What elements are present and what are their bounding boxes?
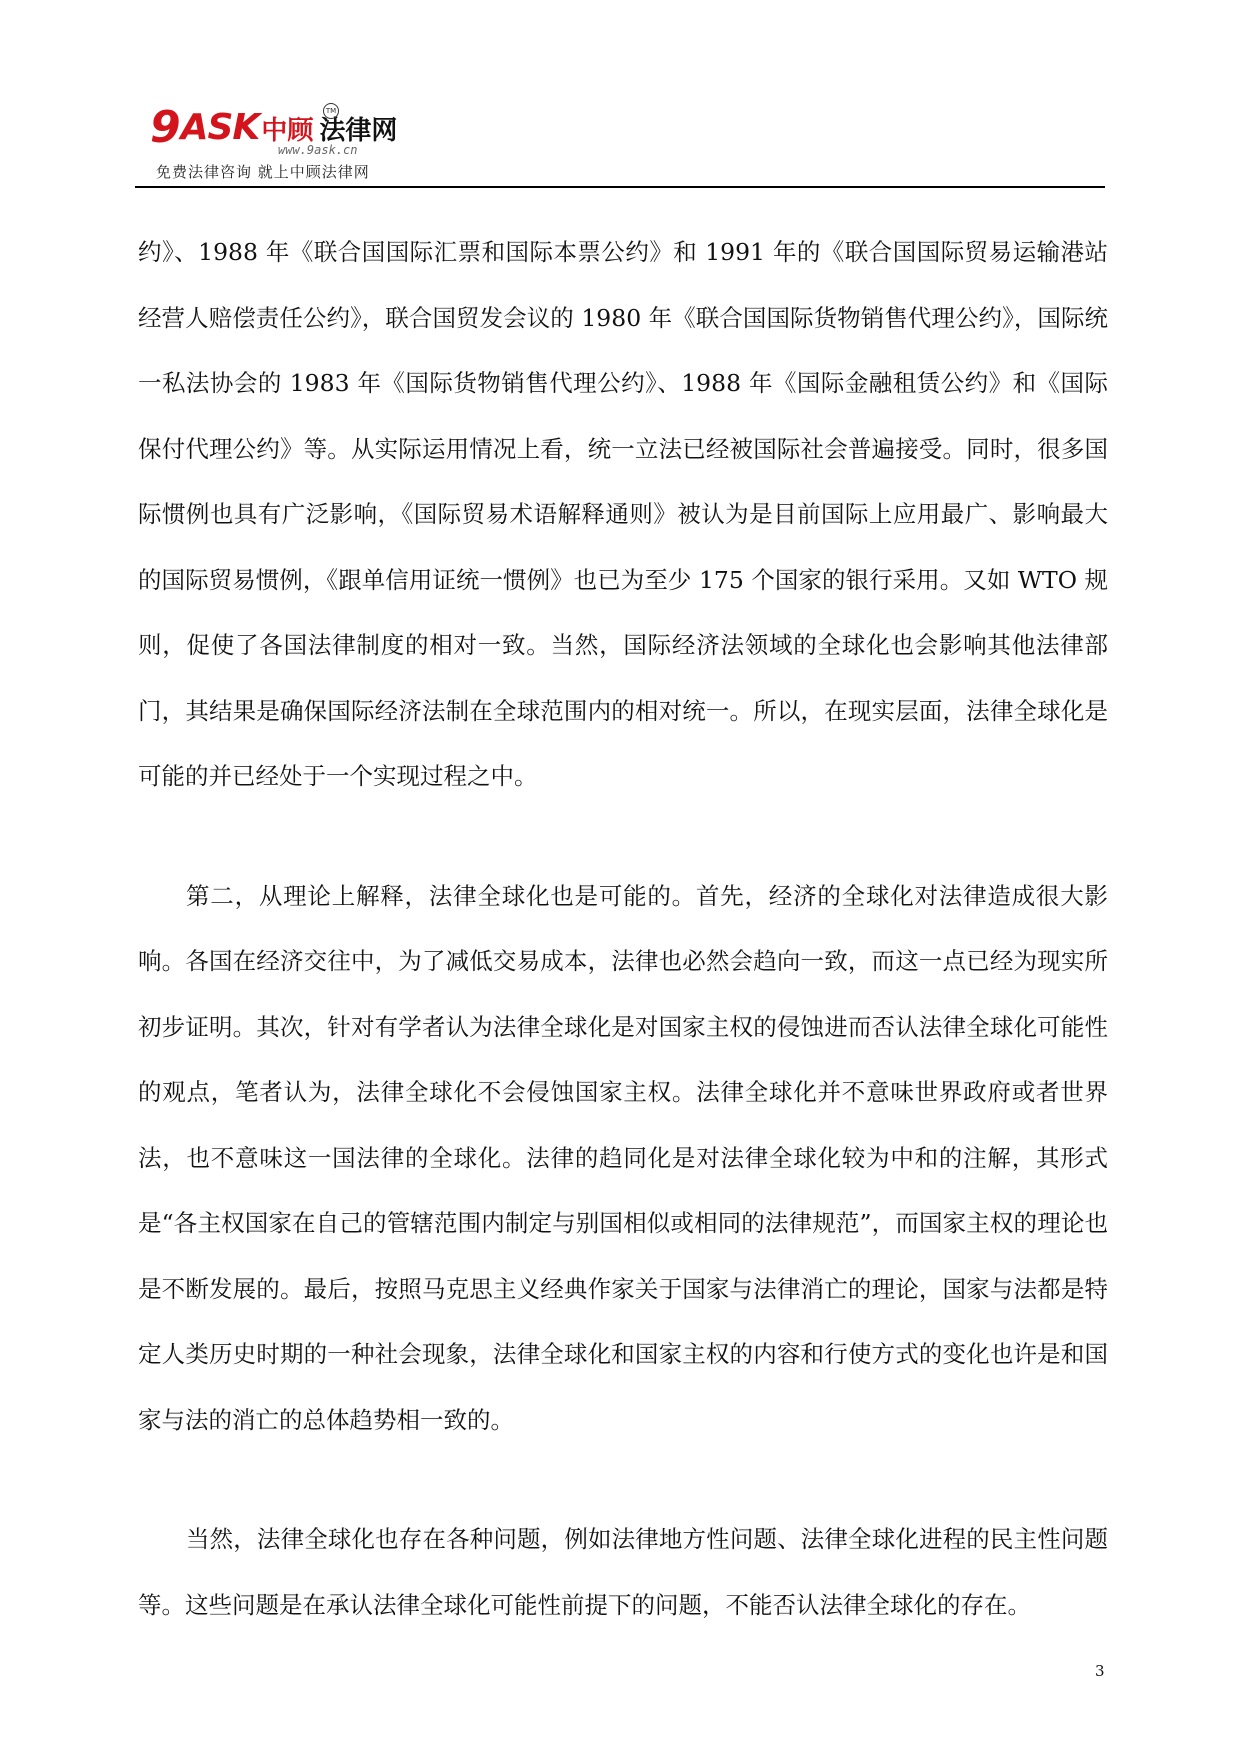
page-header	[135, 100, 1105, 190]
logo-nine: 9	[150, 102, 181, 153]
logo-falv: 法律网	[319, 116, 398, 146]
paragraph-1: 约》、1988 年《联合国国际汇票和国际本票公约》和 1991 年的《联合国国际贸易运输港站经营人赔偿责任公约》，联合国贸发会议的 1980 年《联合国国际货物销售代理公约》，国际统一私法协会的 1983 年《国际货物销售代理公约》、1988 年《国际金融租赁公约》和《国际保付代理公约》等。从实际运用情况上看，统一立法已经被国际社会普遍接受。同时，很多国际惯例也具有广泛影响，《国际贸易术语解释通则》被认为是目前国际上应用最广、影响最大的国际贸易惯例，《跟单信用证统一惯例》也已为至少 175 个国家的银行采用。又如 WTO 规则，促使了各国法律制度的相对一致。当然，国际经济法领域的全球化也会影响其他法律部门，其结果是确保国际经济法制在全球范围内的相对统一。所以，在现实层面，法律全球化是可能的并已经处于一个实现过程之中。	[138, 238, 1108, 790]
paragraph-spacer	[138, 810, 1108, 864]
paragraph-spacer	[138, 1453, 1108, 1507]
9ask-logo[interactable]	[150, 102, 410, 185]
paragraph-3: 当然，法律全球化也存在各种问题，例如法律地方性问题、法律全球化进程的民主性问题等。这些问题是在承认法律全球化可能性前提下的问题，不能否认法律全球化的存在。	[138, 1525, 1108, 1619]
paragraph-2: 第二，从理论上解释，法律全球化也是可能的。首先，经济的全球化对法律造成很大影响。各国在经济交往中，为了减低交易成本，法律也必然会趋向一致，而这一点已经为现实所初步证明。其次，针对有学者认为法律全球化是对国家主权的侵蚀进而否认法律全球化可能性的观点，笔者认为，法律全球化不会侵蚀国家主权。法律全球化并不意味世界政府或者世界法，也不意味这一国法律的全球化。法律的趋同化是对法律全球化较为中和的注解，其形式是“各主权国家在自己的管辖范围内制定与别国相似或相同的法律规范”，而国家主权的理论也是不断发展的。最后，按照马克思主义经典作家关于国家与法律消亡的理论，国家与法都是特定人类历史时期的一种社会现象，法律全球化和国家主权的内容和行使方式的变化也许是和国家与法的消亡的总体趋势相一致的。	[138, 881, 1108, 1434]
header-divider	[135, 186, 1105, 188]
page-number: 3	[1095, 1662, 1105, 1680]
logo-zhonggu: 中顾	[261, 116, 314, 146]
document-body	[138, 220, 1108, 1638]
logo-wordmark	[150, 102, 398, 153]
logo-slogan: 免费法律咨询 就上中顾法律网	[156, 163, 370, 181]
trademark-icon: TM	[323, 103, 339, 119]
logo-url: www.9ask.cn	[278, 143, 358, 157]
logo-ask: ASK	[180, 107, 260, 148]
